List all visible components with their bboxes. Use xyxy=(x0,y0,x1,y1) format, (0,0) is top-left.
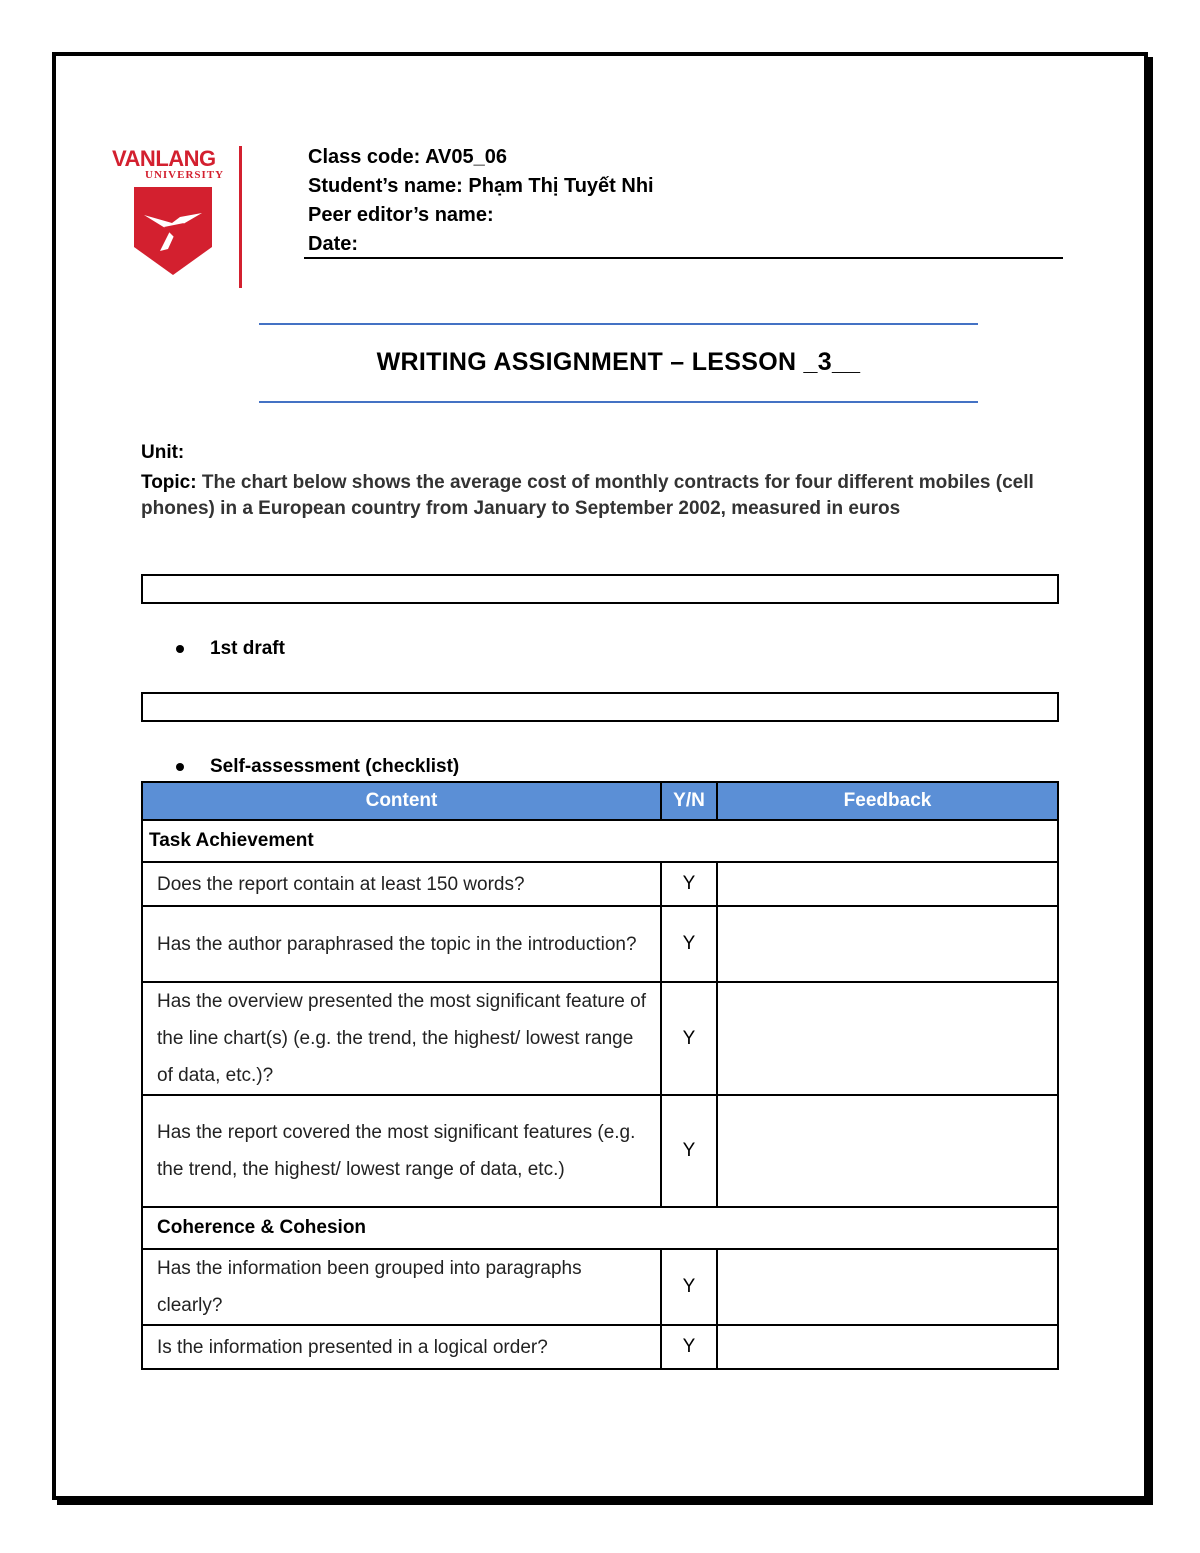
unit-label: Unit: xyxy=(141,442,185,463)
checklist-table xyxy=(141,781,1059,1370)
bullet-first-draft xyxy=(176,638,285,660)
table-row xyxy=(142,1095,1058,1207)
yn-cell[interactable]: Y xyxy=(661,1249,717,1325)
student-name: Student’s name: Phạm Thị Tuyết Nhi xyxy=(308,175,654,197)
yn-cell[interactable]: Y xyxy=(661,1095,717,1207)
header-underline xyxy=(304,257,1063,259)
peer-editor-name: Peer editor’s name: xyxy=(308,204,494,226)
table-header-row xyxy=(142,782,1058,820)
table-row xyxy=(142,862,1058,906)
date-field: Date: xyxy=(308,233,359,255)
question-cell: Has the author paraphrased the topic in the introduction? xyxy=(142,906,661,982)
header-content: Content xyxy=(142,782,661,820)
page-title: WRITING ASSIGNMENT – LESSON _3__ xyxy=(376,348,861,376)
feedback-cell[interactable] xyxy=(717,982,1058,1095)
feedback-cell[interactable] xyxy=(717,1249,1058,1325)
topic-text: The chart below shows the average cost of monthly contracts for four different mobiles (cell phones) in a European country from January to September 2002, measured in euros xyxy=(141,472,1034,519)
header-feedback: Feedback xyxy=(717,782,1058,820)
yn-cell[interactable]: Y xyxy=(661,982,717,1095)
header-info xyxy=(308,143,654,259)
feedback-cell[interactable] xyxy=(717,1325,1058,1369)
topic-label: Topic: xyxy=(141,472,197,493)
feedback-cell[interactable] xyxy=(717,906,1058,982)
shield-icon xyxy=(134,187,236,280)
bullet-icon xyxy=(176,763,184,771)
question-cell: Has the report covered the most significant features (e.g. the trend, the highest/ lowest range of data, etc.) xyxy=(142,1095,661,1207)
class-code: Class code: AV05_06 xyxy=(308,146,507,168)
section-coherence-cohesion: Coherence & Cohesion xyxy=(142,1207,1058,1249)
section-row xyxy=(142,1207,1058,1249)
yn-cell[interactable]: Y xyxy=(661,1325,717,1369)
header-yn: Y/N xyxy=(661,782,717,820)
yn-cell[interactable]: Y xyxy=(661,862,717,906)
logo-name: VANLANG xyxy=(112,146,216,171)
section-row xyxy=(142,820,1058,862)
bullet-label: Self-assessment (checklist) xyxy=(210,756,460,777)
table-row xyxy=(142,906,1058,982)
bullet-label: 1st draft xyxy=(210,638,285,659)
answer-box-1[interactable] xyxy=(141,574,1059,604)
title-rule-top xyxy=(259,323,978,325)
question-cell: Is the information presented in a logical order? xyxy=(142,1325,661,1369)
yn-cell[interactable]: Y xyxy=(661,906,717,982)
topic xyxy=(141,470,1061,522)
answer-box-2[interactable] xyxy=(141,692,1059,722)
table-row xyxy=(142,1249,1058,1325)
bullet-icon xyxy=(176,645,184,653)
table-row xyxy=(142,982,1058,1095)
section-task-achievement: Task Achievement xyxy=(142,820,1058,862)
university-logo xyxy=(112,146,236,280)
question-cell: Has the overview presented the most significant feature of the line chart(s) (e.g. the trend, the highest/ lowest range of data, etc.)? xyxy=(142,982,661,1095)
table-row xyxy=(142,1325,1058,1369)
logo-subtitle: UNIVERSITY xyxy=(145,169,225,181)
feedback-cell[interactable] xyxy=(717,862,1058,906)
feedback-cell[interactable] xyxy=(717,1095,1058,1207)
question-cell: Does the report contain at least 150 words? xyxy=(142,862,661,906)
bullet-self-assessment xyxy=(176,756,459,778)
logo-divider xyxy=(239,146,242,288)
title-rule-bottom xyxy=(259,401,978,403)
question-cell: Has the information been grouped into paragraphs clearly? xyxy=(142,1249,661,1325)
